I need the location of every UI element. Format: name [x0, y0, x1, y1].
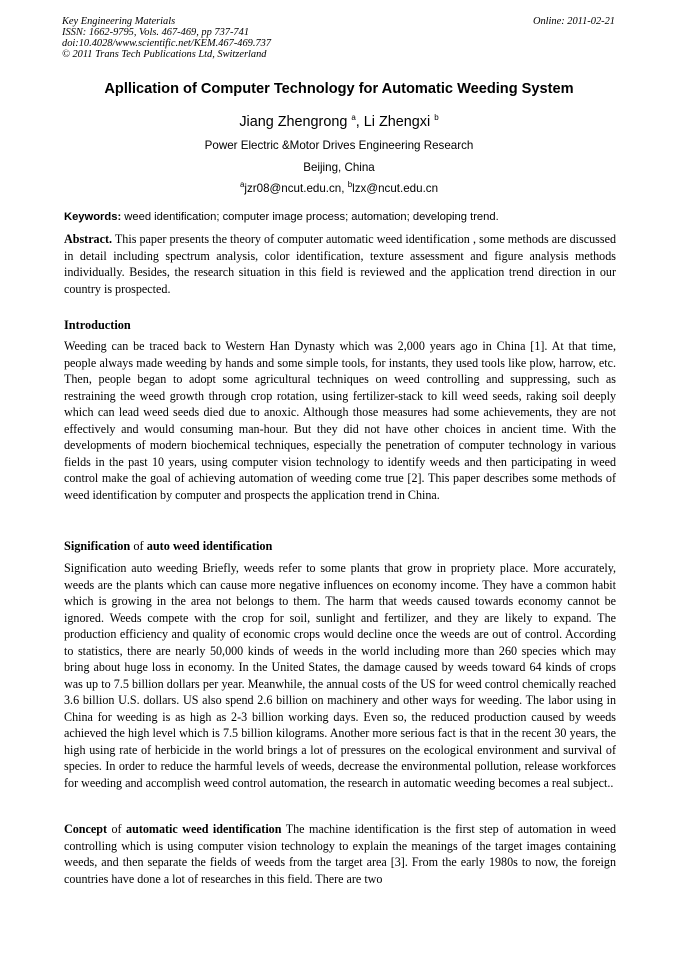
abstract-text: This paper presents the theory of computer automatic weed identification , some methods are discussed in detail including spectrum analysis, color identification, texture assessment and figure analysis methods individually. Besides, the research situation in this field is reviewed and the application trend direction in our country is prospected.	[64, 232, 616, 296]
author-2-mark: b	[434, 113, 439, 123]
author-1: Jiang Zhengrong	[239, 114, 348, 130]
abstract-label: Abstract.	[64, 232, 113, 246]
email-a: jzr08@ncut.edu.cn,	[244, 182, 348, 195]
journal-name: Key Engineering Materials	[62, 16, 176, 27]
concept-label-part1: Concept	[64, 822, 107, 836]
journal-header	[62, 16, 615, 60]
keywords-label: Keywords:	[64, 211, 122, 223]
author-emails	[40, 181, 638, 196]
concept-label-part2: of	[107, 822, 127, 836]
online-date: Online: 2011-02-21	[532, 16, 615, 27]
signification-heading-part1: Signification	[64, 539, 131, 553]
concept-label-part3: automatic weed identification	[126, 822, 282, 836]
email-mark-b: b	[347, 180, 353, 190]
paper-title: Apllication of Computer Technology for Automatic Weeding System	[104, 81, 574, 97]
email-b: lzx@ncut.edu.cn	[352, 182, 439, 195]
author-2: Li Zhengxi	[363, 114, 431, 130]
affiliation-institute: Power Electric &Motor Drives Engineering Research	[204, 139, 474, 152]
author-separator: ,	[355, 114, 364, 130]
email-mark-a: a	[239, 180, 245, 190]
signification-heading-part3: auto weed identification	[146, 539, 273, 553]
introduction-text: Weeding can be traced back to Western Han Dynasty which was 2,000 years ago in China [1]. At that time, people always made weeding by hands and some simple tools, for instants, they used tools like plow, harrow, etc. Then, people began to adopt some agricultural techniques on weed controlling and suppressing, such as restraining the weed growth through crop rotation, using fertilizer-stack to kill weed seeds, raking soil deeply which can lead weed seeds died due to anoxic. Although those measures had some achievements, they are not effectively and would consuming man-hour. But they did not have other choices in ancient time. With the developments of modern biochemical techniques, especially the penetration of computer technology in various fields in the past 10 years, using computer vision technology to identify weeds and then participating in weed control make the goal of achieving automation of weeding come true [2]. This paper describes some methods of weed identification by computer and prospects the application trend in China.	[64, 339, 616, 502]
concept-paragraph	[64, 821, 616, 887]
abstract	[64, 231, 616, 297]
keywords	[64, 210, 616, 225]
affiliation-city: Beijing, China	[303, 161, 375, 174]
doi-line: doi:10.4028/www.scientific.net/KEM.467-469.737	[62, 38, 272, 49]
signification-heading	[64, 538, 272, 554]
signification-text: Signification auto weeding Briefly, weeds refer to some plants that grow in propriety place. More accurately, weeds are the plants which can cause more negative influences on economy income. They have a common habit which is growing in the area not belongs to them. The harm that weeds caused towards economy cannot be ignored. Weeds compete with the crop for soil, sunlight and fertilizer, and they are likely to expand. The production efficiency and quality of economic crops would decline once the weeds are out of control. According to statistics, there are nearly 50,000 kinds of weeds in the world including more than 260 species which may bring about huge loss in economy. In the United States, the damage caused by weeds toward 64 kinds of crops was up to 7.5 billion dollars per year. Meanwhile, the annual costs of the US for weed control chemically reached 3.6 billion U.S. dollars. US also spend 2.6 billion on machinery and other ways for weeding. The labor using in China for weeding is as high as 2-3 billion working days. Even so, the reduced production caused by weeds achieved the high level which is 7.5 billion kilograms. Another more serious fact is that in the recent 30 years, the high using rate of herbicide in the world brings a lot of pressures on the ecological environment and survival of species. In order to reduce the harmful levels of weeds, decrease the environmental pollution, release workforces for weeding and accomplish weed control automation, the research in automatic weeding becomes a real subject..	[64, 561, 616, 790]
copyright-line: © 2011 Trans Tech Publications Ltd, Switzerland	[62, 49, 267, 60]
keywords-text: weed identification; computer image process; automation; developing trend.	[121, 211, 499, 223]
concept-text: The machine identification is the first step of automation in weed controlling which is using computer vision technology to explain the meanings of the target images containing weeds, and then separate the fields of weeds from the target area [3]. From the early 1980s to now, the foreign countries have done a lot of researches in this field. There are two	[64, 822, 617, 886]
author-line	[40, 113, 638, 131]
issn-line: ISSN: 1662-9795, Vols. 467-469, pp 737-741	[62, 27, 250, 38]
introduction-heading: Introduction	[64, 318, 131, 332]
signification-heading-part2: of	[130, 539, 147, 553]
author-1-mark: a	[351, 113, 356, 123]
